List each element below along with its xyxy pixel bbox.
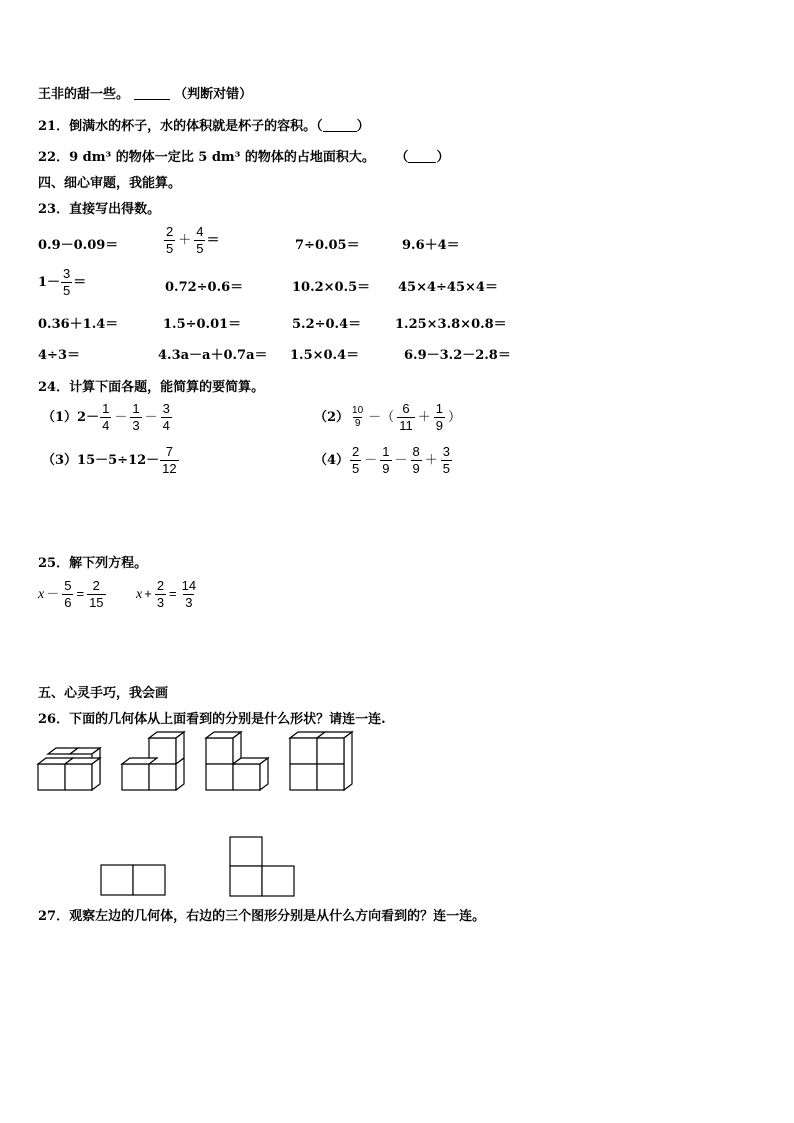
q21-line <box>38 115 370 134</box>
frac-den: 5 <box>352 461 360 476</box>
q27-title: 27．观察左边的几何体，右边的三个图形分别是从什么方向看到的？连一连。 <box>38 909 486 924</box>
q23-r4-d: 6.9－3.2－2.8＝ <box>404 348 511 363</box>
frac-num: 8 <box>412 444 420 459</box>
op: － <box>114 409 128 424</box>
op: － <box>144 409 158 424</box>
frac-num: 7 <box>165 444 174 459</box>
section-4-heading: 四、细心审题，我能算。 <box>38 176 182 191</box>
frac-den: 15 <box>89 595 104 610</box>
q22-close: ） <box>436 150 450 165</box>
solid-4-figure <box>288 730 354 794</box>
solid-3-figure <box>204 730 270 794</box>
label: （1）2－ <box>42 410 100 425</box>
op: － <box>394 452 408 467</box>
op: ＋ <box>178 232 192 247</box>
frac-num: 5 <box>64 578 72 593</box>
op: ＋ <box>424 452 438 467</box>
equals: ＝ <box>206 233 220 248</box>
q23-r2-d: 45×4÷45×4＝ <box>398 280 498 295</box>
frac-num: 2 <box>352 444 360 459</box>
frac-num: 6 <box>402 401 410 416</box>
frac-den: 5 <box>166 241 174 256</box>
frac-den: 4 <box>102 418 110 433</box>
q23-r3-d: 1.25×3.8×0.8＝ <box>395 317 507 332</box>
frac-den: 9 <box>354 418 361 429</box>
frac-num: 3 <box>442 444 451 459</box>
q24-p3 <box>42 444 180 477</box>
op: ） <box>447 409 461 424</box>
op: －（ <box>368 409 395 424</box>
q20-text: 王非的甜一些。 <box>38 87 130 102</box>
equals: = <box>169 586 177 601</box>
q21-close: ） <box>356 119 370 134</box>
op: － <box>364 452 378 467</box>
prefix: 1－ <box>38 275 61 290</box>
solid-2-figure <box>120 730 186 794</box>
label: （2） <box>314 410 350 425</box>
frac-den: 3 <box>132 418 140 433</box>
q25-eq1 <box>38 578 107 611</box>
top-view-b-figure[interactable] <box>229 836 295 898</box>
q23-r1-d: 9.6＋4＝ <box>402 238 460 253</box>
q25-eq2 <box>136 578 199 611</box>
q26-title: 26．下面的几何体从上面看到的分别是什么形状？请连一连. <box>38 712 386 727</box>
frac-num: 3 <box>63 266 71 281</box>
frac-num: 1 <box>132 401 140 416</box>
q23-r2-c: 10.2×0.5＝ <box>292 280 371 295</box>
op: + <box>144 586 152 601</box>
q24-p4 <box>314 444 453 477</box>
q24-p2 <box>314 401 463 434</box>
frac-den: 12 <box>162 461 177 476</box>
frac-den: 5 <box>63 283 71 298</box>
frac-den: 9 <box>412 461 420 476</box>
equals: ＝ <box>73 275 87 290</box>
q22-open: （ <box>395 150 409 165</box>
q20-answer-blank[interactable] <box>134 87 170 100</box>
frac-den: 4 <box>162 418 170 433</box>
section-5-heading: 五、心灵手巧，我会画 <box>38 686 169 701</box>
variable-x: x <box>136 587 143 602</box>
op: － <box>46 586 60 601</box>
frac-den: 11 <box>399 418 413 433</box>
frac-den: 5 <box>442 461 451 476</box>
frac-num: 14 <box>181 578 197 593</box>
q23-title: 23．直接写出得数。 <box>38 202 161 217</box>
frac-num: 2 <box>92 578 100 593</box>
q23-r3-b: 1.5÷0.01＝ <box>163 317 242 332</box>
frac-num: 10 <box>352 405 364 416</box>
q22-text: 22．9 dm³ 的物体一定比 5 dm³ 的物体的占地面积大。 <box>38 150 375 165</box>
frac-den: 5 <box>196 241 204 256</box>
frac-num: 3 <box>162 401 170 416</box>
q23-r1-b <box>163 224 220 257</box>
frac-num: 1 <box>102 401 110 416</box>
frac-den: 6 <box>64 595 72 610</box>
q22-answer-blank[interactable] <box>408 150 436 163</box>
q23-r1-a: 0.9－0.09＝ <box>38 238 119 253</box>
q21-answer-blank[interactable] <box>323 119 357 132</box>
q25-title: 25．解下列方程。 <box>38 556 148 571</box>
q24-p1 <box>42 401 173 434</box>
frac-den: 9 <box>382 461 390 476</box>
q23-r2-a <box>38 266 86 299</box>
variable-x: x <box>38 587 45 602</box>
q21-text: 21．倒满水的杯子，水的体积就是杯子的容积。（ <box>38 119 323 134</box>
label: （4） <box>314 453 350 468</box>
frac-num: 1 <box>382 444 390 459</box>
q23-r3-a: 0.36＋1.4＝ <box>38 317 119 332</box>
op: ＋ <box>417 409 431 424</box>
frac-den: 3 <box>156 595 165 610</box>
frac-num: 4 <box>196 224 204 239</box>
q23-r4-a: 4÷3＝ <box>38 348 80 363</box>
q23-r4-b: 4.3a－a＋0.7a＝ <box>158 348 268 363</box>
q20-tail: （判断对错） <box>174 87 253 102</box>
q20-line <box>38 83 252 102</box>
q24-title: 24．计算下面各题，能简算的要简算。 <box>38 380 265 395</box>
q23-r3-c: 5.2÷0.4＝ <box>292 317 362 332</box>
solid-1-figure <box>36 744 102 794</box>
frac-den: 3 <box>185 595 193 610</box>
frac-num: 2 <box>156 578 165 593</box>
q23-r1-c: 7÷0.05＝ <box>295 238 360 253</box>
frac-num: 2 <box>166 224 174 239</box>
q22-line <box>38 146 449 165</box>
equals: = <box>76 586 85 601</box>
top-view-a-figure[interactable] <box>100 864 166 898</box>
label: （3）15－5÷12－ <box>42 453 160 468</box>
frac-num: 1 <box>435 401 443 416</box>
q23-r2-b: 0.72÷0.6＝ <box>165 280 244 295</box>
q23-r4-c: 1.5×0.4＝ <box>290 348 360 363</box>
frac-den: 9 <box>435 418 443 433</box>
